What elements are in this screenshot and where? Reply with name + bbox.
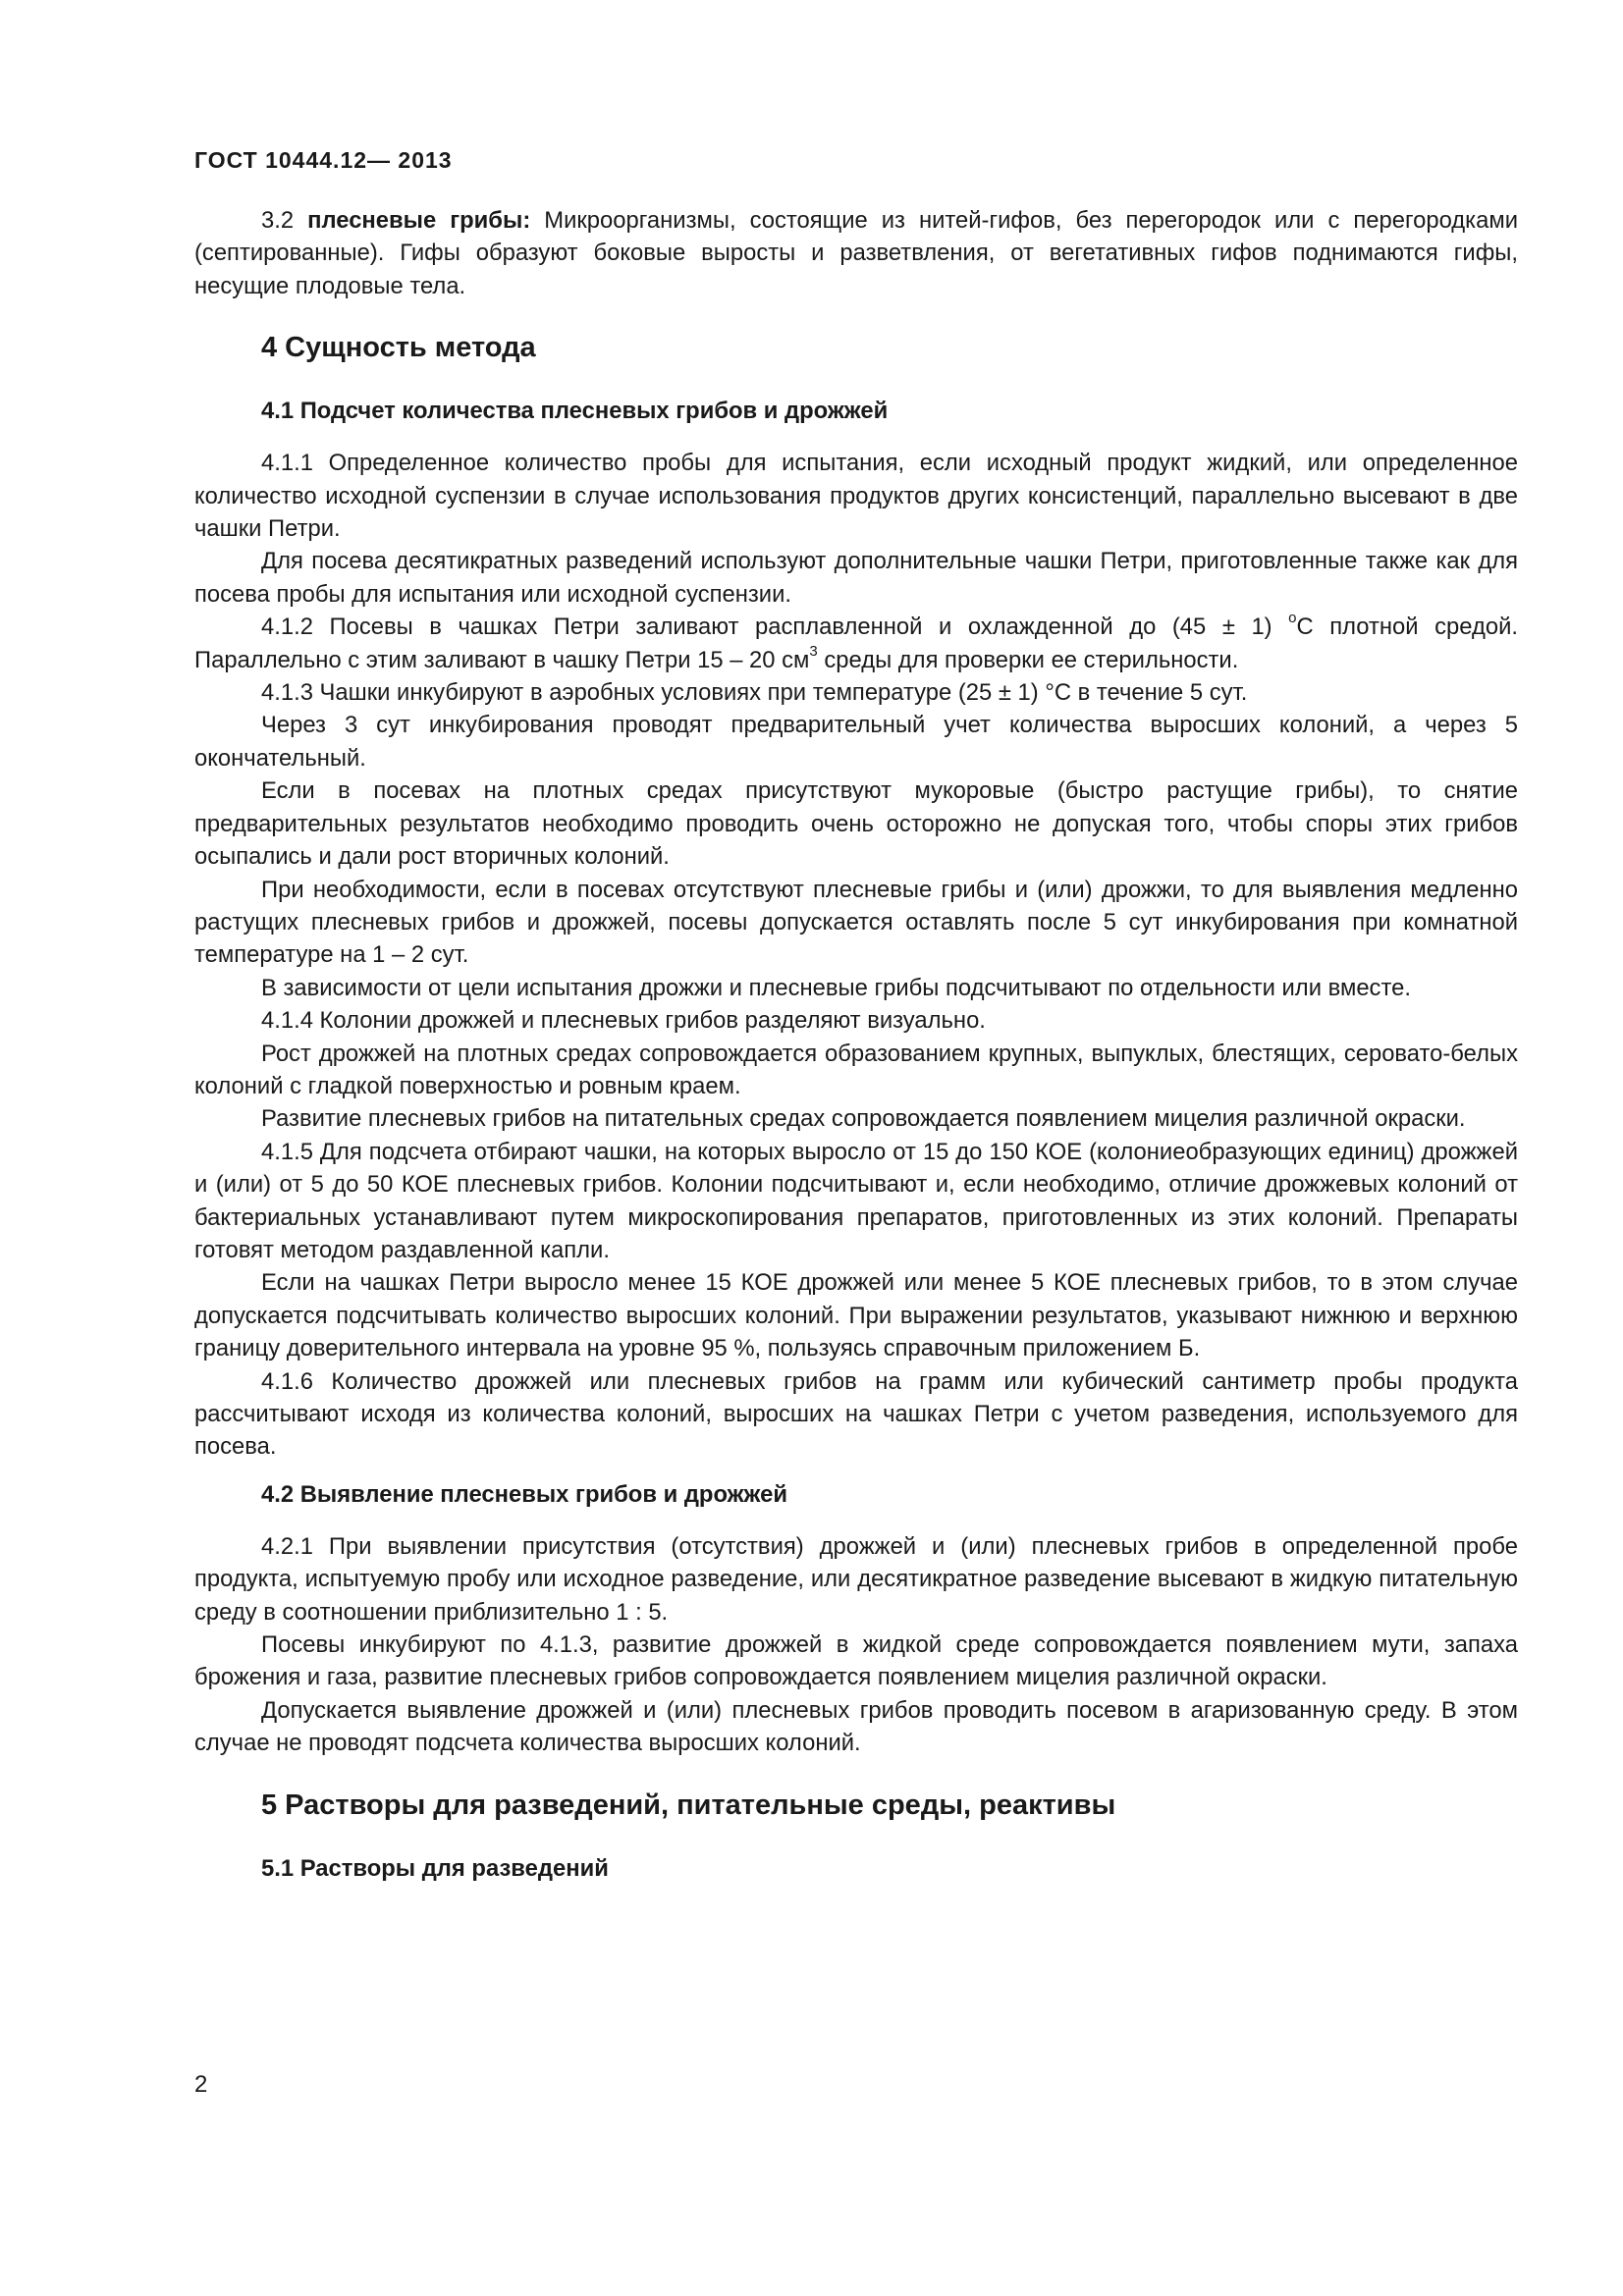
definition-term: плесневые грибы: [307,207,531,234]
subsection-4-2-title: 4.2 Выявление плесневых грибов и дрожжей [261,1480,787,1508]
paragraph-4-1-2 [194,611,1518,676]
definition-text: Микроорганизмы, состоящие из нитей-гифов, без перегородок или с перегородками (септированные). Гифы образуют боковые выросты и разветвления, от вегетативных гифов поднимаются гифы, несущие плодовые тела. [194,207,1518,299]
paragraph-mold-growth: Развитие плесневых грибов на питательных средах сопровождается появлением мицелия различной окраски. [261,1105,1466,1133]
definition-3-2 [194,204,1518,302]
p412-part-b: С плотной средой. Параллельно с этим заливают в чашку Петри 15 – 20 см [194,614,1518,673]
subsection-5-1-title: 5.1 Растворы для разведений [261,1854,609,1882]
degree-superscript: o [1288,610,1297,627]
definition-number: 3.2 [261,207,308,234]
paragraph-preliminary: Через 3 сут инкубирования проводят предварительный учет количества выросших колоний, а через 5 окончательный. [194,712,1518,772]
p412-part-a: 4.1.2 Посевы в чашках Петри заливают расплавленной и охлажденной до (45 ± 1) [261,614,1289,641]
section-5-title: 5 Растворы для разведений, питательные среды, реактивы [261,1789,1116,1821]
paragraph-mucor: Если в посевах на плотных средах присутствуют мукоровые (быстро растущие грибы), то снятие предварительных результатов необходимо проводить очень осторожно не допуская того, чтобы споры этих грибов осыпались и дали рост вторичных колоний. [194,777,1518,871]
paragraph-dilutions: Для посева десятикратных разведений используют дополнительные чашки Петри, приготовленные также как для посева пробы для испытания или исходной суспензии. [194,548,1518,608]
cubic-superscript: 3 [809,642,818,660]
document-header: ГОСТ 10444.12— 2013 [194,147,453,173]
p412-part-c: среды для проверки ее стерильности. [817,646,1239,673]
paragraph-4-1-1: 4.1.1 Определенное количество пробы для испытания, если исходный продукт жидкий, или определенное количество исходной суспензии в случае использования продуктов других консистенций, параллельно высевают в две чашки Петри. [194,450,1518,543]
page-number: 2 [194,2071,208,2098]
subsection-4-1-title: 4.1 Подсчет количества плесневых грибов и дрожжей [261,398,889,425]
paragraph-4-1-5: 4.1.5 Для подсчета отбирают чашки, на которых выросло от 15 до 150 КОЕ (колониеобразующих единиц) дрожжей и (или) от 5 до 50 КОЕ плесневых грибов. Колонии подсчитывают и, если необходимо, отличие дрожжевых колоний от бактериальных устанавливают путем микроскопирования препаратов, приготовленных из этих колоний. Препараты готовят методом раздавленной капли. [194,1138,1518,1263]
paragraph-less-colonies: Если на чашках Петри выросло менее 15 КОЕ дрожжей или менее 5 КОЕ плесневых грибов, то в этом случае допускается подсчитывать количество выросших колоний. При выражении результатов, указывают нижнюю и верхнюю границу доверительного интервала на уровне 95 %, пользуясь справочным приложением Б. [194,1269,1518,1362]
paragraph-agar: Допускается выявление дрожжей и (или) плесневых грибов проводить посевом в агаризованную среду. В этом случае не проводят подсчета количества выросших колоний. [194,1696,1518,1757]
paragraph-purpose: В зависимости от цели испытания дрожжи и плесневые грибы подсчитывают по отдельности или вместе. [261,974,1411,1001]
paragraph-4-2-1: 4.2.1 При выявлении присутствия (отсутствия) дрожжей и (или) плесневых грибов в определенной пробе продукта, испытуемую пробу или исходное разведение, или десятикратное разведение высевают в жидкую питательную среду в соотношении приблизительно 1 : 5. [194,1532,1518,1626]
document-body [194,204,1518,1904]
paragraph-yeast-growth: Рост дрожжей на плотных средах сопровождается образованием крупных, выпуклых, блестящих, серовато-белых колоний с гладкой поверхностью и ровным краем. [194,1040,1518,1099]
paragraph-4-1-6: 4.1.6 Количество дрожжей или плесневых грибов на грамм или кубический сантиметр пробы продукта рассчитывают исходя из количества колоний, выросших на чашках Петри с учетом разведения, используемого для посева. [194,1367,1518,1461]
paragraph-incubate: Посевы инкубируют по 4.1.3, развитие дрожжей в жидкой среде сопровождается появлением мути, запаха брожения и газа, развитие плесневых грибов сопровождается появлением мицелия различной окраски. [194,1631,1518,1691]
paragraph-4-1-4: 4.1.4 Колонии дрожжей и плесневых грибов разделяют визуально. [261,1007,986,1035]
paragraph-absent: При необходимости, если в посевах отсутствуют плесневые грибы и (или) дрожжи, то для выявления медленно растущих плесневых грибов и дрожжей, посевы допускается оставлять после 5 сут инкубирования при комнатной температуре на 1 – 2 сут. [194,876,1518,969]
section-4-title: 4 Сущность метода [261,332,536,364]
paragraph-4-1-3: 4.1.3 Чашки инкубируют в аэробных условиях при температуре (25 ± 1) °С в течение 5 сут. [261,679,1248,707]
